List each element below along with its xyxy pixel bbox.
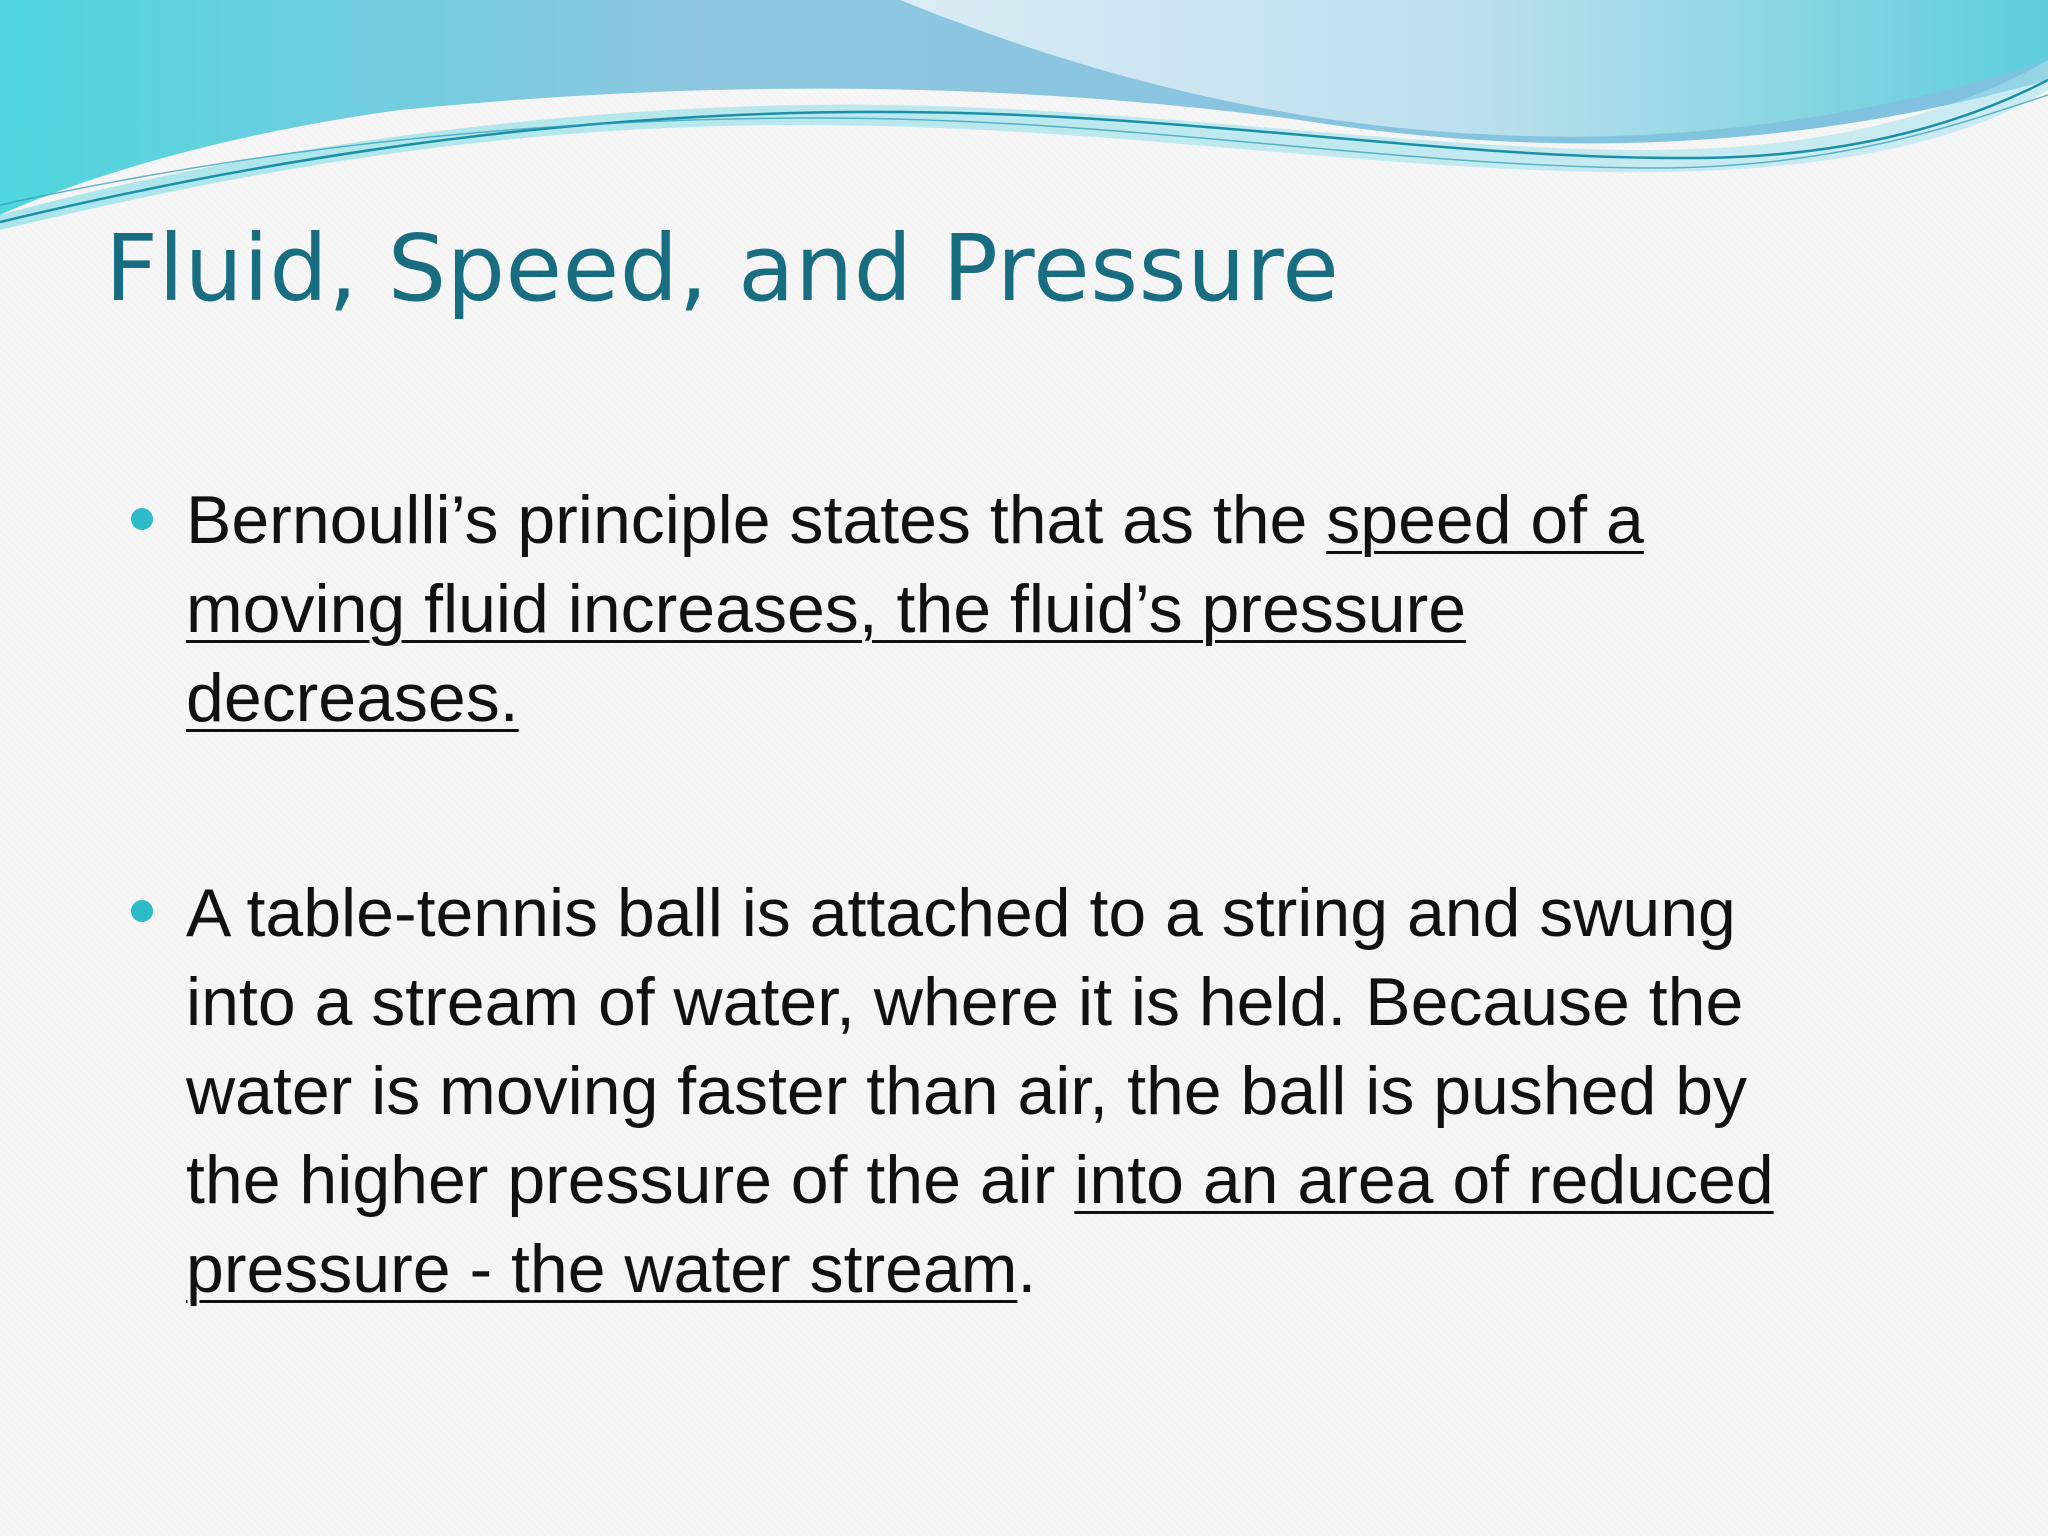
text-run: into a stream of water, where it is held. Because the	[186, 964, 1744, 1040]
text-run: water is moving faster than air, the ball is pushed by	[186, 1053, 1748, 1129]
bullet-line	[186, 1047, 1966, 1136]
text-run: A table-tennis ball is attached to a string and swung	[186, 875, 1736, 951]
bullet-dot-icon	[131, 508, 153, 530]
text-run: Bernoulli’s principle states that as the	[186, 482, 1327, 558]
bullet-line	[186, 476, 1966, 565]
text-run: .	[1017, 1231, 1037, 1307]
underlined-text-run: into an area of reduced	[1074, 1142, 1774, 1218]
bullet-line	[186, 654, 1966, 743]
bullet-line	[186, 958, 1966, 1047]
text-run: the higher pressure of the air	[186, 1142, 1075, 1218]
underlined-text-run: pressure - the water stream	[186, 1231, 1018, 1307]
slide-title: Fluid, Speed, and Pressure	[105, 215, 1340, 322]
bullet-line	[186, 1136, 1966, 1225]
bullet-line	[186, 869, 1966, 958]
bullet-line	[186, 565, 1966, 654]
bullet-line	[186, 1225, 1966, 1314]
bullet-item-bernoulli	[186, 476, 1966, 743]
underlined-text-run: speed of a	[1326, 482, 1644, 558]
bullet-item-table-tennis	[186, 869, 1966, 1314]
underlined-text-run: moving fluid increases, the fluid’s pressure	[186, 571, 1467, 647]
bullet-dot-icon	[131, 900, 153, 922]
underlined-text-run: decreases.	[186, 660, 519, 736]
